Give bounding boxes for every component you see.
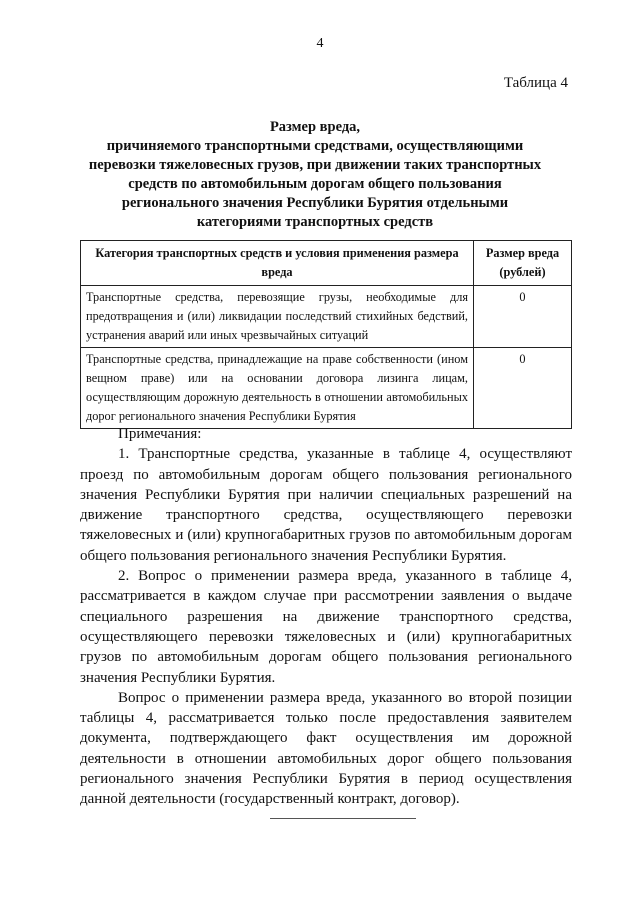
title-line: регионального значения Республики Бурятия отдельными	[121, 195, 509, 211]
title-line: Размер вреда,	[269, 119, 361, 135]
table-row	[81, 286, 572, 348]
column-header-amount: Размер вреда (рублей)	[474, 241, 572, 286]
title-line: категориями транспортных средств	[196, 214, 434, 230]
table-label: Таблица 4	[503, 75, 568, 91]
title-line: средств по автомобильным дорогам общего пользования	[128, 176, 502, 192]
table-header-row	[81, 241, 572, 286]
title-line: перевозки тяжеловесных грузов, при движении таких транспортных	[88, 157, 542, 173]
column-header-category: Категория транспортных средств и условия применения размера вреда	[81, 241, 474, 286]
note-paragraph: Вопрос о применении размера вреда, указанного во второй позиции таблицы 4, рассматривается только после предоставления заявителем документа, подтверждающего факт осуществления им дорожной деятельности в отношении автомобильных дорог общего пользования регионального значения Республики Бурятия в период осуществления данной деятельности (государственный контракт, договор).	[80, 689, 572, 808]
footer-divider	[270, 818, 416, 819]
notes-heading: Примечания:	[118, 426, 202, 442]
table-row	[81, 348, 572, 429]
notes-section	[80, 424, 572, 810]
note-paragraph: 2. Вопрос о применении размера вреда, указанного в таблице 4, рассматривается в каждом случае при рассмотрении заявления о выдаче специального разрешения на движение транспортного средства, осуществляющего перевозки тяжеловесных и (или) крупногабаритных грузов по автомобильным дорогам общего пользования регионального значения Республики Бурятия.	[80, 568, 572, 686]
title-line: причиняемого транспортными средствами, осуществляющими	[106, 138, 524, 154]
harm-table	[80, 240, 572, 429]
document-title	[80, 118, 550, 232]
table-cell-condition: Транспортные средства, принадлежащие на праве собственности (ином вещном праве) или на основании договора лизинга лицам, осуществляющим дорожную деятельность в отношении автомобильных дорог регионального значения Республики Бурятия	[81, 348, 474, 429]
page-number: 4	[316, 36, 324, 51]
table-cell-condition: Транспортные средства, перевозящие грузы, необходимые для предотвращения и (или) ликвидации последствий стихийных бедствий, устранения аварий или иных чрезвычайных ситуаций	[81, 286, 474, 348]
note-paragraph: 1. Транспортные средства, указанные в таблице 4, осуществляют проезд по автомобильным дорогам общего пользования регионального значения Республики Бурятия при наличии специальных разрешений на движение транспортного средства, осуществляющего перевозки тяжеловесных и (или) крупногабаритных грузов по автомобильным дорогам общего пользования регионального значения Республики Бурятия.	[80, 446, 572, 564]
table-cell-amount: 0	[474, 348, 572, 429]
table-cell-amount: 0	[474, 286, 572, 348]
